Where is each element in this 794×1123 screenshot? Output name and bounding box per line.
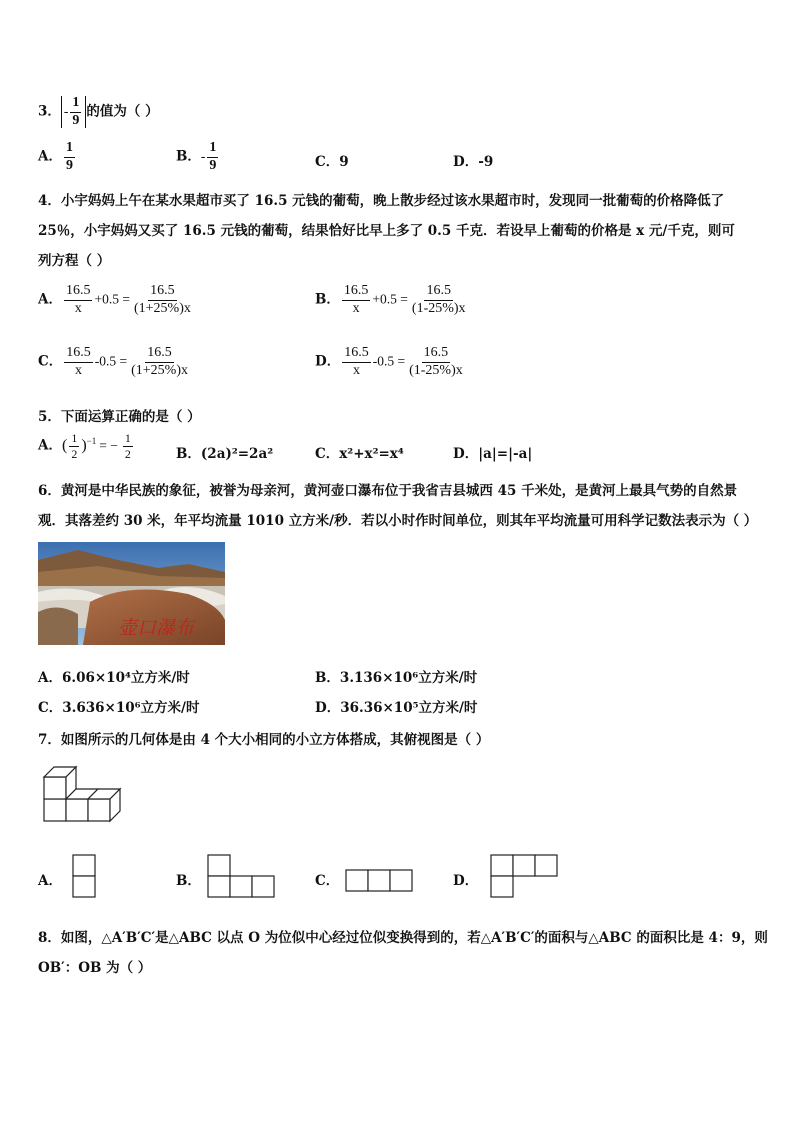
fraction [342, 346, 371, 378]
numerator: 1 [124, 431, 131, 445]
option-letter: C． [315, 154, 340, 170]
question-text: 的值为（ ） [86, 103, 159, 120]
waterfall-photo [38, 542, 225, 645]
numerator: 16.5 [64, 346, 93, 363]
numerator: 16.5 [64, 284, 93, 301]
question-8-line-2: OB′：OB 为（ ） [38, 960, 152, 976]
numerator: 16.5 [148, 284, 177, 301]
denominator: 9 [65, 157, 73, 173]
q5-option-d[interactable]: D．|a|=|-a| [453, 446, 533, 462]
q7-option-b-view[interactable] [207, 854, 277, 900]
denominator: x [74, 300, 82, 316]
option-letter: B． [176, 148, 201, 165]
denominator: (1+25%)x [131, 362, 188, 378]
numerator: 16.5 [342, 346, 371, 363]
question-8-line-1: 8．如图，△A′B′C′是△ABC 以点 O 为位似中心经过位似变换得到的，若△A′B′C′的面积与△ABC 的面积比是 4：9，则 [38, 930, 768, 946]
numerator: 1 [70, 96, 81, 113]
denominator: x [352, 362, 360, 378]
q4-option-a[interactable] [38, 284, 195, 316]
q5-option-c[interactable]: C．x²+x²=x⁴ [315, 446, 404, 462]
option-letter: B． [315, 670, 340, 686]
option-text: 36.36×10⁵立方米/时 [340, 700, 478, 716]
exponent: −1 [86, 436, 97, 447]
cube-solid-figure [42, 765, 126, 823]
open-paren: ( [61, 437, 68, 455]
q4-option-b[interactable] [315, 284, 470, 316]
fraction [407, 346, 465, 378]
question-4-line-3: 列方程（ ） [38, 253, 111, 269]
q7-option-a-label[interactable]: A． [38, 873, 62, 889]
option-letter: C． [38, 353, 63, 370]
q7-option-c-view[interactable] [345, 869, 415, 894]
fraction [64, 346, 93, 378]
q7-option-d-label[interactable]: D． [453, 873, 479, 889]
question-7-stem: 7．如图所示的几何体是由 4 个大小相同的小立方体搭成，其俯视图是（ ） [38, 732, 490, 748]
fraction [64, 141, 75, 173]
question-6-line-1: 6．黄河是中华民族的象征，被誉为母亲河，黄河壶口瀑布位于我省吉县城西 45 千米处，是黄河上最具气势的自然景 [38, 483, 738, 499]
q7-option-a-view[interactable] [72, 854, 98, 900]
fraction [69, 432, 79, 460]
q3-option-b[interactable] [176, 141, 220, 173]
fraction [342, 284, 371, 316]
numerator: 16.5 [145, 346, 174, 363]
q7-option-b-label[interactable]: B． [176, 873, 201, 889]
denominator: x [352, 300, 360, 316]
question-5-stem: 5．下面运算正确的是（ ） [38, 409, 201, 425]
waterfall-image [38, 542, 225, 645]
minus-sign: - [63, 103, 69, 119]
option-text: -9 [478, 154, 494, 170]
question-6-line-2: 观．其落差约 30 米，年平均流量 1010 立方米/秒．若以小时作时间单位，则其年平均流量可用科学记数法表示为（ ） [38, 513, 758, 529]
fraction [70, 96, 81, 128]
fraction [132, 284, 193, 316]
option-letter: A． [38, 291, 62, 308]
operator: +0.5 = [94, 291, 130, 307]
q6-option-d[interactable] [315, 696, 477, 716]
option-letter: D． [453, 154, 479, 170]
q4-option-c[interactable] [38, 346, 192, 378]
denominator: 9 [209, 157, 217, 173]
operator: -0.5 = [372, 353, 406, 369]
option-text: 6.06×10⁴立方米/时 [61, 670, 190, 686]
close-paren: ) [81, 437, 87, 455]
absolute-value-bars [61, 96, 87, 128]
photo-inscription: 壶口瀑布 [118, 617, 195, 639]
q3-option-c[interactable] [315, 150, 349, 170]
question-3-stem [38, 96, 159, 128]
operator: = − [99, 438, 118, 454]
denominator: (1-25%)x [409, 362, 463, 378]
q7-option-c-label[interactable]: C． [315, 873, 340, 889]
denominator: (1+25%)x [133, 300, 191, 316]
operator: -0.5 = [94, 353, 128, 369]
fraction [129, 346, 190, 378]
denominator: 2 [71, 446, 78, 461]
numerator: 1 [71, 431, 78, 445]
option-letter: A． [38, 437, 62, 454]
q7-option-d-view[interactable] [490, 854, 560, 900]
numerator: 1 [64, 141, 75, 158]
q5-option-b[interactable]: B．(2a)²=2a² [176, 446, 274, 462]
q6-option-a[interactable] [38, 666, 190, 686]
numerator: 16.5 [422, 346, 451, 363]
option-letter: C． [38, 700, 63, 716]
question-4-line-1: 4．小宇妈妈上午在某水果超市买了 16.5 元钱的葡萄，晚上散步经过该水果超市时，发现同一批葡萄的价格降低了 [38, 193, 725, 209]
option-letter: A． [38, 670, 62, 686]
option-letter: D． [315, 700, 341, 716]
question-number: 3． [38, 103, 61, 120]
q5-option-a[interactable] [38, 432, 135, 460]
denominator: 9 [72, 112, 80, 128]
option-text: 3.136×10⁶立方米/时 [339, 670, 478, 686]
fraction [123, 432, 133, 460]
option-letter: A． [38, 148, 62, 165]
option-text: 3.636×10⁶立方米/时 [62, 700, 200, 716]
numerator: 16.5 [342, 284, 371, 301]
q3-option-a[interactable] [38, 141, 77, 173]
numerator: 1 [207, 141, 218, 158]
minus-sign: - [200, 148, 206, 164]
option-text: 9 [339, 154, 349, 170]
option-letter: B． [315, 291, 340, 308]
q4-option-d[interactable] [315, 346, 467, 378]
option-letter: D． [315, 353, 341, 370]
fraction [410, 284, 468, 316]
q6-option-c[interactable] [38, 696, 199, 716]
numerator: 16.5 [424, 284, 453, 301]
q6-option-b[interactable] [315, 666, 477, 686]
denominator: (1-25%)x [411, 300, 466, 316]
denominator: x [75, 362, 82, 378]
fraction [64, 284, 93, 316]
operator: +0.5 = [372, 291, 408, 307]
fraction [207, 141, 218, 173]
q3-option-d[interactable] [453, 150, 493, 170]
question-4-line-2: 25％，小宇妈妈又买了 16.5 元钱的葡萄，结果恰好比早上多了 0.5 千克．若设早上葡萄的价格是 x 元/千克，则可 [38, 223, 735, 239]
denominator: 2 [124, 446, 131, 461]
